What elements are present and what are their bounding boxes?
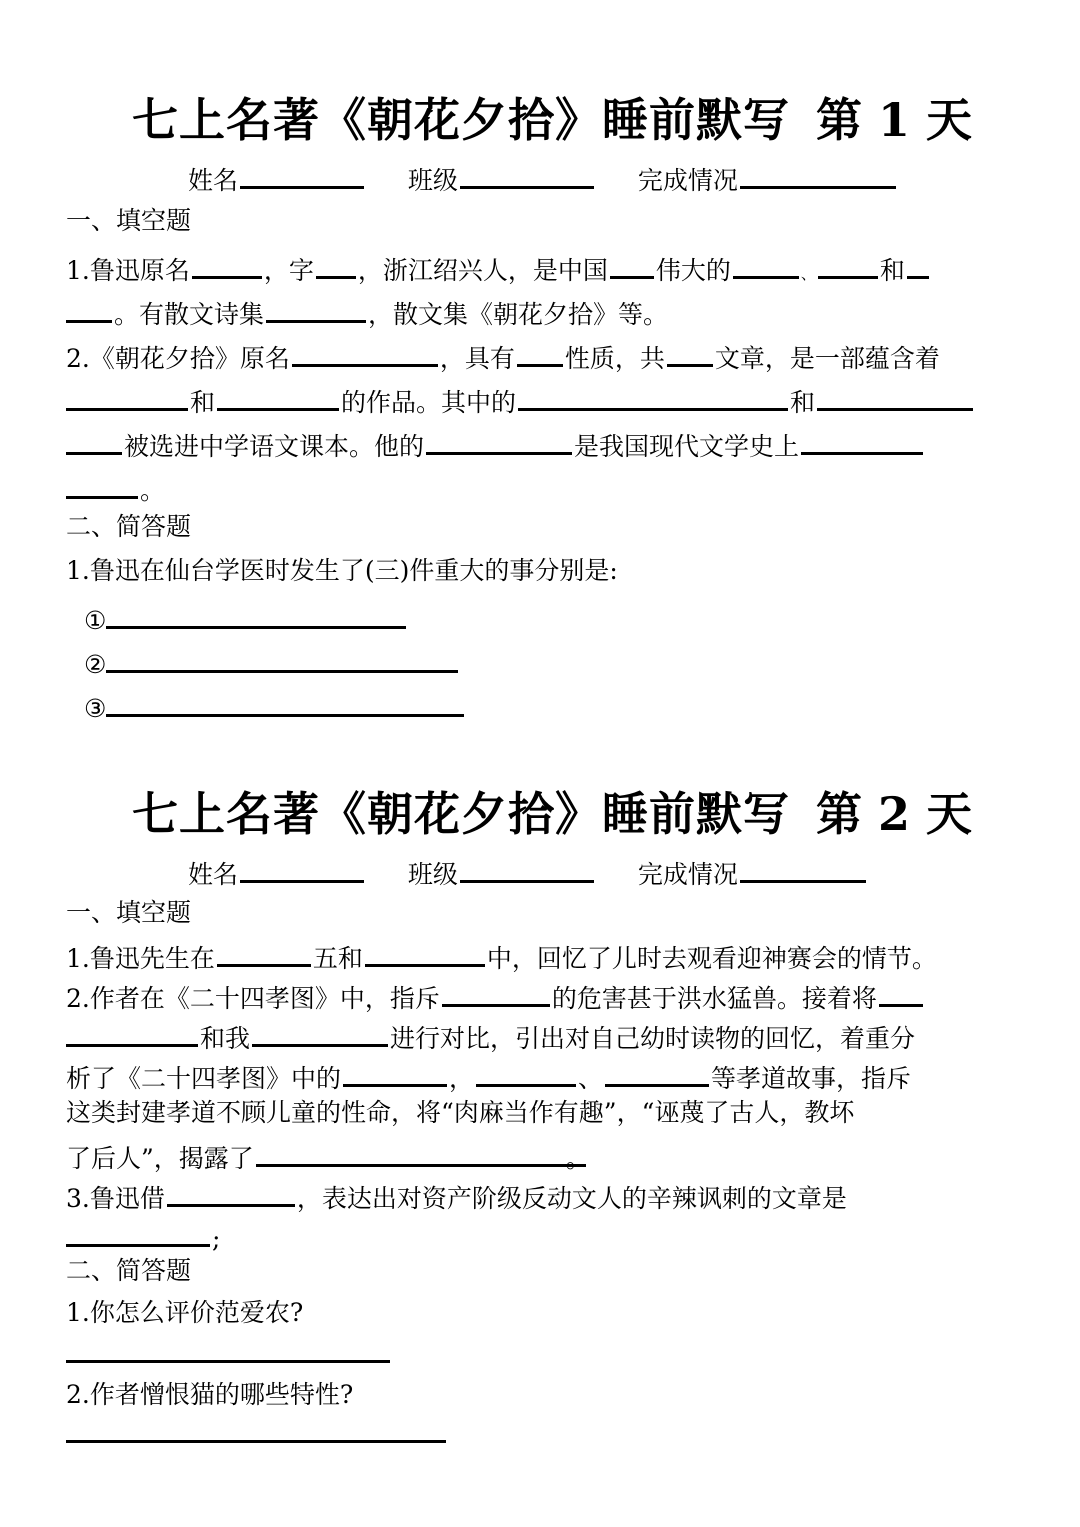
blank[interactable] — [610, 250, 654, 279]
day1-student-info — [188, 160, 898, 196]
day1-q1-line1: 1.鲁迅原名 ，字 ，浙江绍兴人，是中国 伟大的 、 和 — [66, 250, 931, 289]
blank[interactable] — [316, 250, 356, 279]
day1-title: 七上名著《朝花夕拾》睡前默写 — [132, 93, 790, 147]
day2-q2-line2: 和我 进行对比，引出对自己幼时读物的回忆，着重分 — [66, 1018, 915, 1054]
day1-section-short: 二、简答题 — [66, 512, 192, 541]
blank[interactable] — [66, 294, 112, 323]
name-blank[interactable] — [240, 160, 364, 189]
day2-q1: 1.鲁迅先生在 五和 中，回忆了儿时去观看迎神赛会的情节。 — [66, 938, 937, 974]
day1-q2-line4: 。 — [66, 470, 165, 506]
blank[interactable] — [343, 1058, 447, 1087]
day2-q3-line2: ; — [66, 1218, 220, 1254]
blank[interactable] — [518, 382, 788, 411]
blank[interactable] — [66, 1018, 198, 1047]
blank[interactable] — [266, 294, 366, 323]
name-label: 姓名 — [188, 166, 239, 195]
blank[interactable] — [66, 470, 138, 499]
blank[interactable] — [66, 1218, 210, 1247]
status-blank[interactable] — [740, 854, 866, 883]
class-blank[interactable] — [460, 160, 594, 189]
blank[interactable] — [605, 1058, 709, 1087]
day2-q2-line5: 了后人”，揭露了 。 — [66, 1138, 591, 1174]
day2-section-short: 二、简答题 — [66, 1256, 192, 1285]
answer-blank[interactable] — [106, 688, 464, 717]
day2-q4-answer-line[interactable] — [66, 1360, 390, 1363]
blank[interactable] — [256, 1138, 586, 1167]
blank[interactable] — [667, 338, 713, 367]
status-blank[interactable] — [740, 160, 896, 189]
blank[interactable] — [66, 382, 188, 411]
status-label: 完成情况 — [637, 166, 738, 195]
blank[interactable] — [907, 250, 929, 279]
name-blank[interactable] — [240, 854, 364, 883]
day1-day-label: 第 1 天 — [816, 93, 973, 147]
day2-student-info — [188, 854, 868, 890]
day2-q2-line3: 析了《二十四孝图》中的 ， 、 等孝道故事，指斥 — [66, 1058, 911, 1094]
name-label: 姓名 — [188, 860, 239, 889]
status-label: 完成情况 — [637, 860, 738, 889]
day1-q2-line1: 2.《朝花夕拾》原名 ，具有 性质，共 文章，是一部蕴含着 — [66, 338, 940, 374]
day1-section-fill: 一、填空题 — [66, 206, 192, 235]
blank[interactable] — [818, 250, 878, 279]
blank[interactable] — [192, 250, 262, 279]
blank[interactable] — [442, 978, 550, 1007]
blank[interactable] — [217, 382, 339, 411]
day1-answer-1: ① — [84, 600, 408, 636]
blank[interactable] — [879, 978, 923, 1007]
day1-q2-line3: 被选进中学语文课本。他的 是我国现代文学史上 — [66, 426, 925, 462]
day2-q5-answer-line[interactable] — [66, 1440, 446, 1443]
day2-q4: 1.你怎么评价范爱农? — [66, 1298, 304, 1327]
answer-blank[interactable] — [106, 644, 458, 673]
day2-q2-line4: 这类封建孝道不顾儿童的性命，将“肉麻当作有趣”，“诬蔑了古人，教坏 — [66, 1098, 855, 1127]
class-label: 班级 — [407, 860, 458, 889]
blank[interactable] — [426, 426, 572, 455]
day2-title: 七上名著《朝花夕拾》睡前默写 — [132, 787, 790, 841]
day2-q2-line1: 2.作者在《二十四孝图》中，指斥 的危害甚于洪水猛兽。接着将 — [66, 978, 925, 1014]
day1-answer-2: ② — [84, 644, 460, 680]
class-blank[interactable] — [460, 854, 594, 883]
day1-q2-line2: 和 的作品。其中的 和 — [66, 382, 975, 418]
blank[interactable] — [517, 338, 563, 367]
day2-day-label: 第 2 天 — [816, 787, 973, 841]
blank[interactable] — [217, 938, 311, 967]
blank[interactable] — [476, 1058, 576, 1087]
blank[interactable] — [66, 426, 122, 455]
blank[interactable] — [252, 1018, 388, 1047]
class-label: 班级 — [407, 166, 458, 195]
blank[interactable] — [167, 1178, 295, 1207]
answer-blank[interactable] — [106, 600, 406, 629]
day1-q1-line2: 。有散文诗集 ，散文集《朝花夕拾》等。 — [66, 294, 668, 330]
day1-q3: 1.鲁迅在仙台学医时发生了(三)件重大的事分别是: — [66, 556, 618, 585]
day1-answer-3: ③ — [84, 688, 466, 724]
blank[interactable] — [733, 250, 799, 279]
blank[interactable] — [817, 382, 973, 411]
blank[interactable] — [292, 338, 438, 367]
blank[interactable] — [365, 938, 485, 967]
day2-section-fill: 一、填空题 — [66, 898, 192, 927]
blank[interactable] — [801, 426, 923, 455]
day2-q5: 2.作者憎恨猫的哪些特性? — [66, 1380, 354, 1409]
day2-q3-line1: 3.鲁迅借 ，表达出对资产阶级反动文人的辛辣讽刺的文章是 — [66, 1178, 847, 1214]
